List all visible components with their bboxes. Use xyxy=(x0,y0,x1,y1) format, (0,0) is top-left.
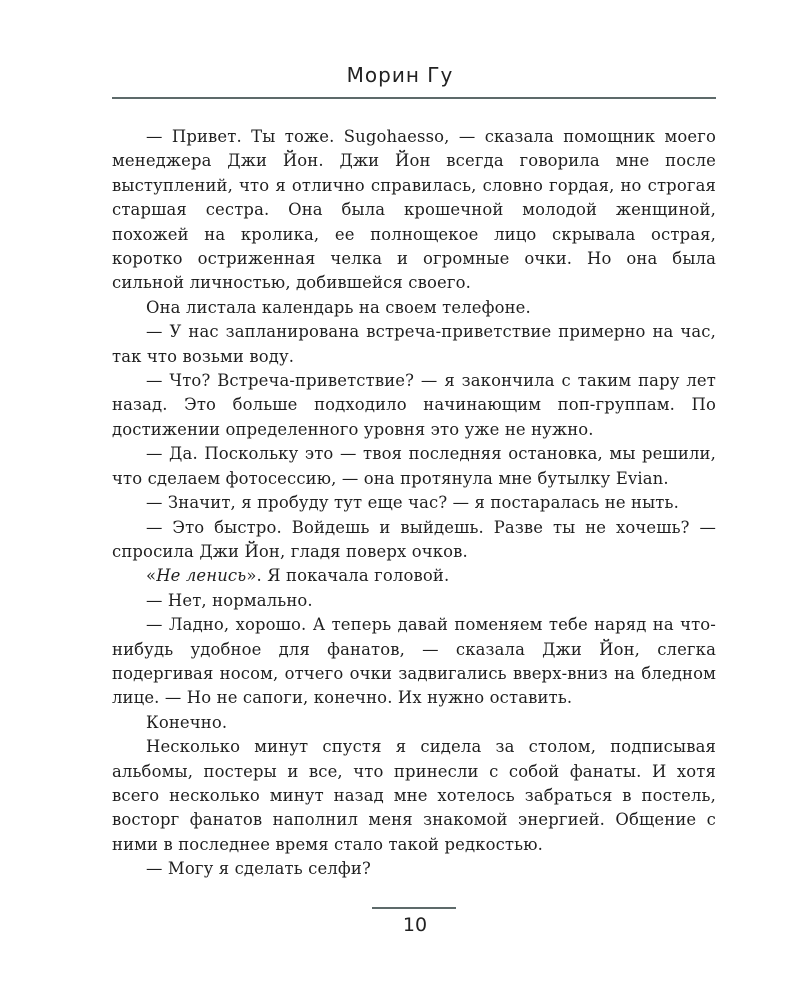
paragraph: — Могу я сделать селфи? xyxy=(146,859,371,879)
header-divider xyxy=(112,97,716,99)
italic-thought: Не ленись xyxy=(156,566,247,586)
paragraph: Несколько минут спустя я сидела за столом, подписывая альбомы, постеры и все, что принесли с собой фанаты. И хотя всего несколько минут назад мне хотелось забраться в постель, восторг фанатов наполнил меня знакомой энергией. Общение с ними в последнее время стало такой редкостью. xyxy=(112,737,716,854)
paragraph: — Привет. Ты тоже. Sugohaesso, — сказала помощник моего менеджера Джи Йон. Джи Йон всегда говорила мне после выступлений, что я отлично справилась, словно гордая, но строгая старшая сестра. Она была крошечной молодой женщиной, похожей на кролика, ее полнощекое лицо скрывала острая, коротко остриженная челка и огромные очки. Но она была сильной личностью, добившейся своего. xyxy=(112,127,716,293)
paragraph: Она листала календарь на своем телефоне. xyxy=(146,297,531,317)
paragraph: — Что? Встреча-приветствие? — я закончила с таким пару лет назад. Это больше подходило начинающим поп-группам. По достижении определенного уровня это уже не нужно. xyxy=(112,371,716,439)
paragraph: — Ладно, хорошо. А теперь давай поменяем тебе наряд на что-нибудь удобное для фанатов, — сказала Джи Йон, слегка подергивая носом, отчего очки задвигались вверх-вниз на бледном лице. — Но не сапоги, конечно. Их нужно оставить. xyxy=(112,615,716,708)
open-quote: « xyxy=(146,566,157,586)
paragraph-thought xyxy=(112,564,716,588)
paragraph: — У нас запланирована встреча-приветствие примерно на час, так что возьми воду. xyxy=(112,322,716,366)
page-number: 10 xyxy=(402,914,428,936)
paragraph: Конечно. xyxy=(146,712,228,732)
paragraph: — Нет, нормально. xyxy=(146,590,313,610)
thought-rest: ». Я покачала головой. xyxy=(246,566,450,586)
page-body xyxy=(112,125,716,882)
paragraph: — Значит, я пробуду тут еще час? — я постаралась не ныть. xyxy=(146,493,679,513)
paragraph: — Да. Поскольку это — твоя последняя остановка, мы решили, что сделаем фотосессию, — она протянула мне бутылку Evian. xyxy=(112,444,716,488)
footer-divider xyxy=(372,907,456,909)
running-head-title: Морин Гу xyxy=(346,63,454,87)
paragraph: — Это быстро. Войдешь и выйдешь. Разве ты не хочешь? — спросила Джи Йон, гладя поверх очков. xyxy=(112,517,716,561)
